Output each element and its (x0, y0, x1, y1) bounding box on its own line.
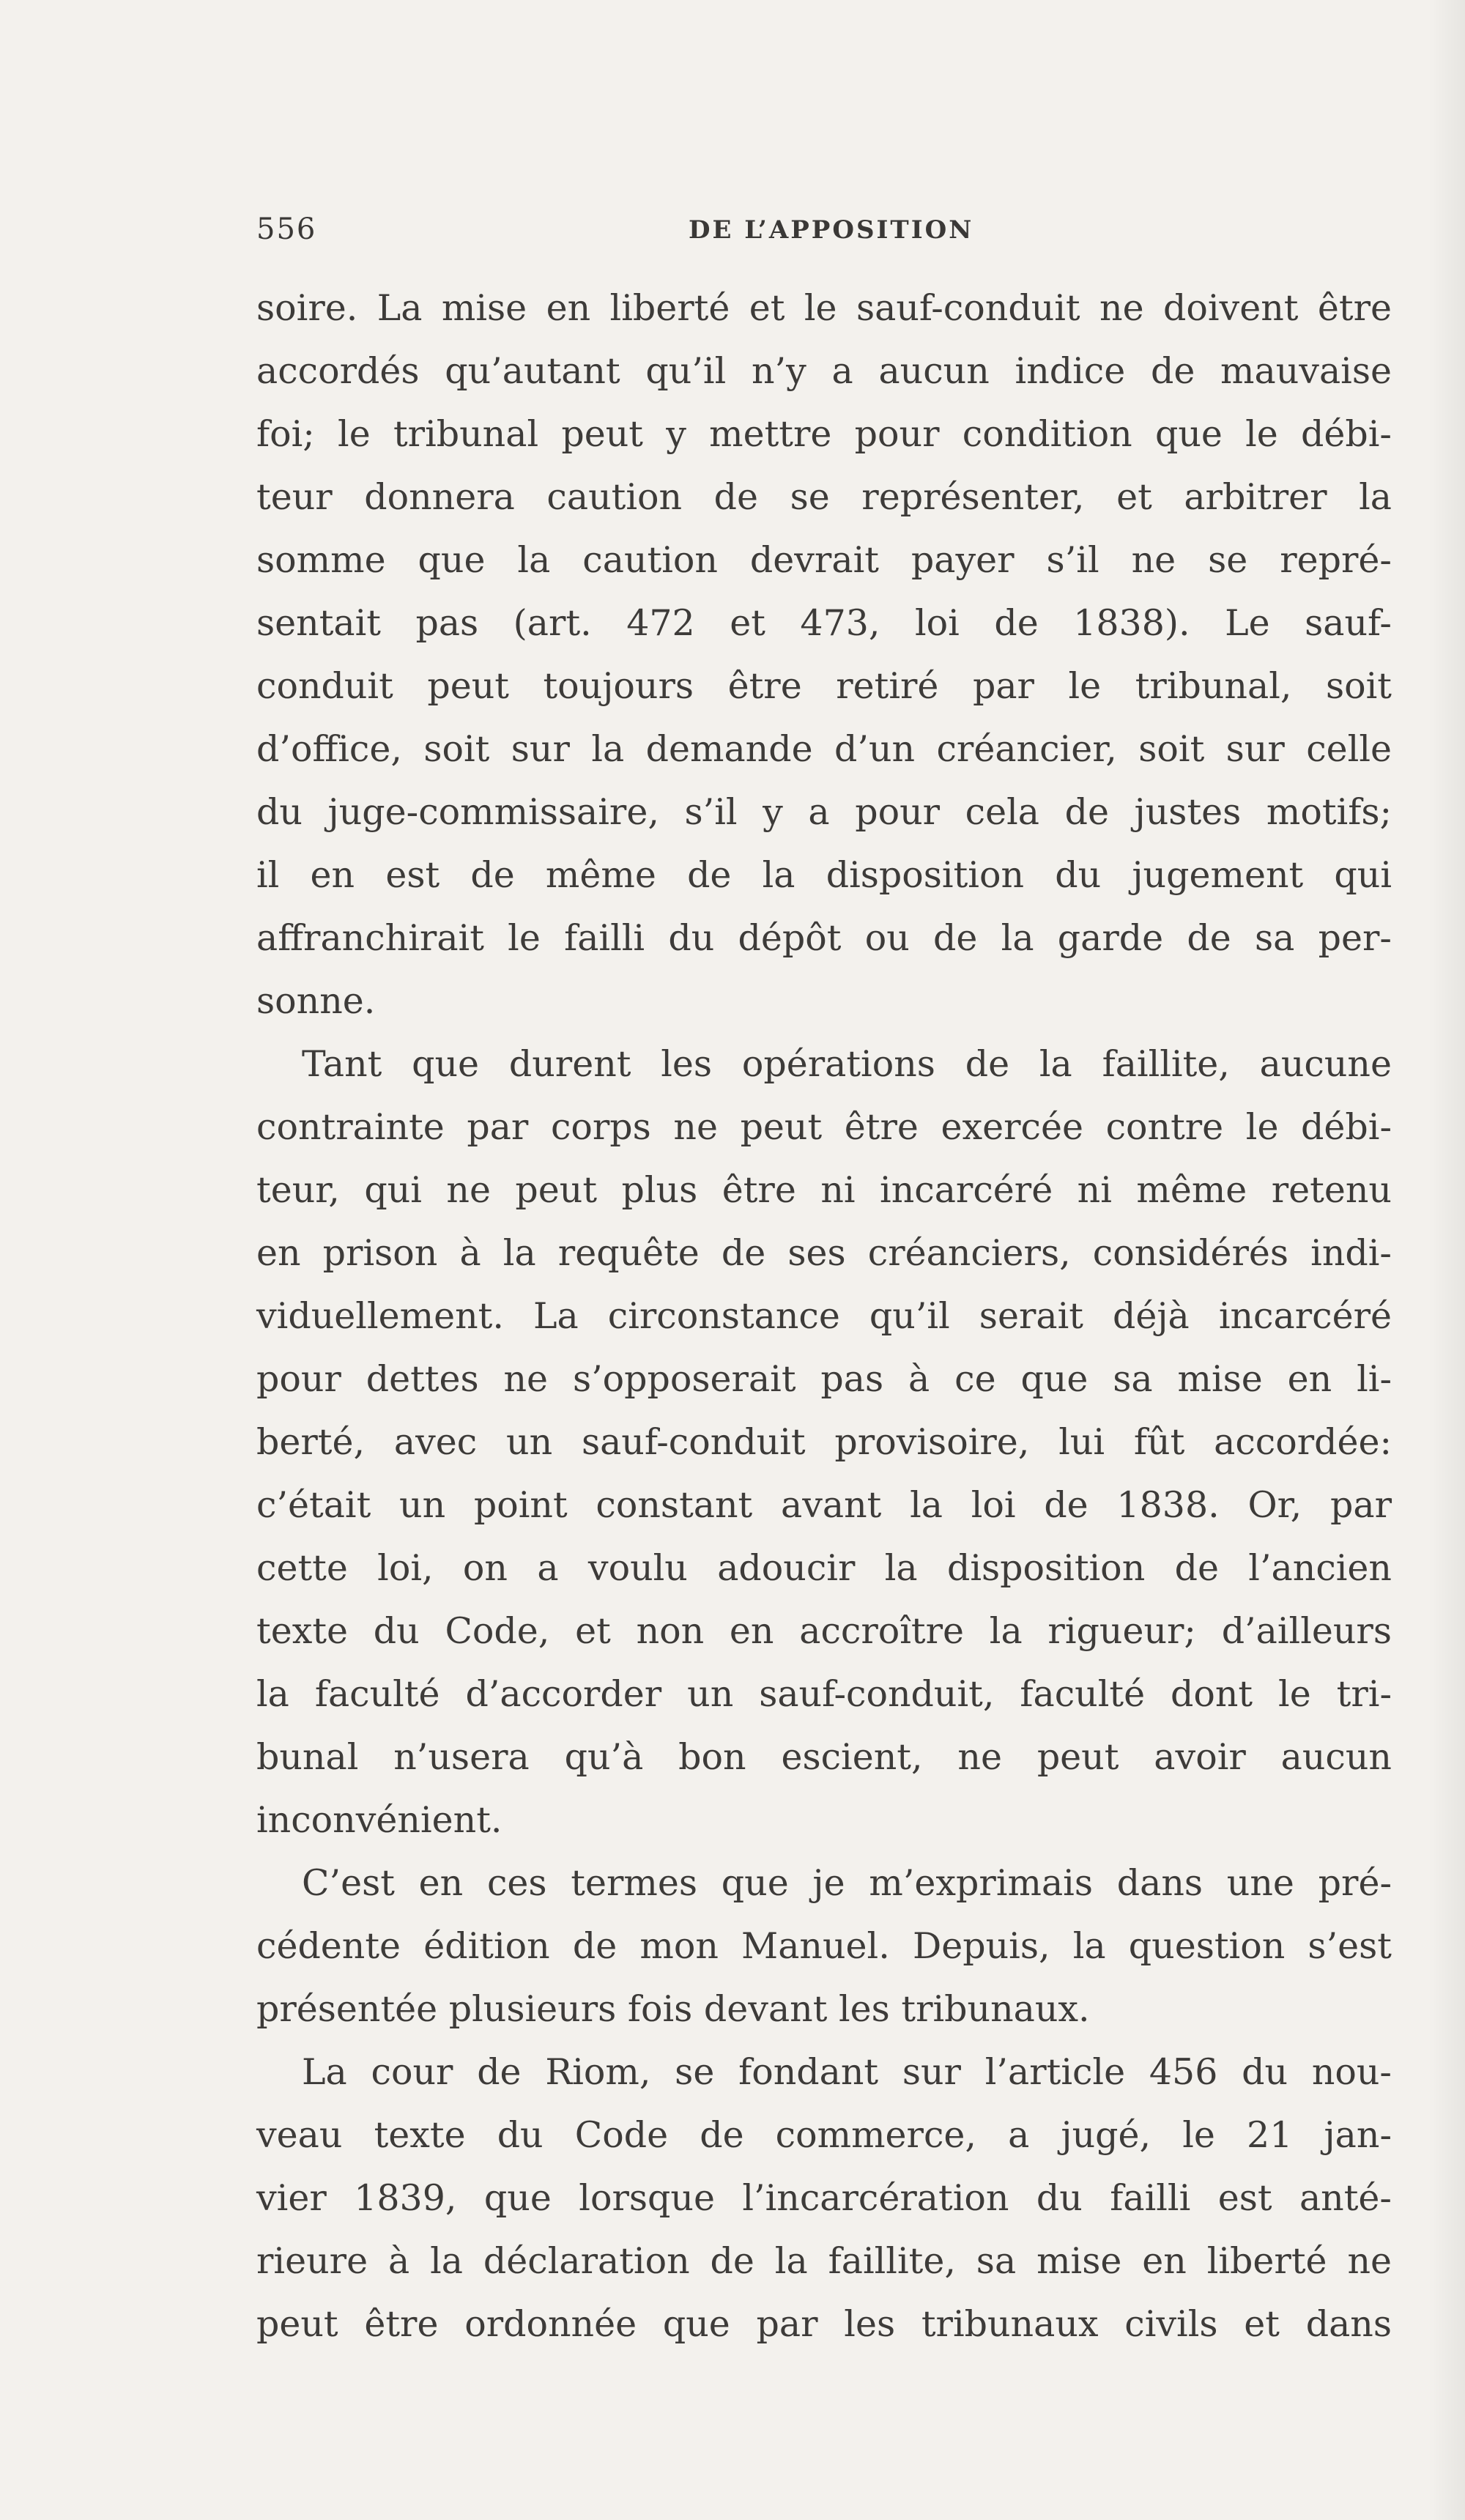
text-line: peut être ordonnée que par les tribunaux civils et dans (256, 2303, 1392, 2345)
text-line: inconvénient. (256, 1799, 502, 1841)
text-line: la faculté d’accorder un sauf-conduit, faculté dont le tri- (256, 1673, 1392, 1715)
text-line: présentée plusieurs fois devant les tribunaux. (256, 1988, 1090, 2030)
text-line: Tant que durent les opérations de la faillite, aucune (302, 1043, 1392, 1085)
text-line: contrainte par corps ne peut être exercée contre le débi- (256, 1106, 1392, 1148)
text-line: il en est de même de la disposition du jugement qui (256, 854, 1392, 896)
text-line: affranchirait le failli du dépôt ou de la garde de sa per- (256, 917, 1392, 959)
text-line: rieure à la déclaration de la faillite, sa mise en liberté ne (256, 2240, 1392, 2282)
page-number: 556 (256, 212, 317, 246)
text-line: conduit peut toujours être retiré par le tribunal, soit (256, 665, 1392, 707)
text-line: accordés qu’autant qu’il n’y a aucun indice de mauvaise (256, 350, 1392, 392)
text-line: viduellement. La circonstance qu’il serait déjà incarcéré (256, 1295, 1392, 1337)
running-head: DE L’APPOSITION (689, 215, 974, 245)
text-line: pour dettes ne s’opposerait pas à ce que sa mise en li- (256, 1358, 1392, 1400)
text-line: soire. La mise en liberté et le sauf-conduit ne doivent être (256, 287, 1392, 329)
text-line: teur, qui ne peut plus être ni incarcéré ni même retenu (256, 1169, 1392, 1211)
text-line: vier 1839, que lorsque l’incarcération du failli est anté- (256, 2177, 1392, 2219)
text-line: cédente édition de mon Manuel. Depuis, la question s’est (256, 1925, 1392, 1967)
text-line: somme que la caution devrait payer s’il ne se repré- (256, 539, 1392, 581)
text-line: c’était un point constant avant la loi de 1838. Or, par (256, 1484, 1392, 1526)
text-line: sonne. (256, 980, 376, 1022)
page-header (256, 207, 1399, 251)
text-line: du juge-commissaire, s’il y a pour cela de justes motifs; (256, 791, 1392, 833)
text-line: veau texte du Code de commerce, a jugé, le 21 jan- (256, 2114, 1392, 2156)
text-line: bunal n’usera qu’à bon escient, ne peut avoir aucun (256, 1736, 1392, 1778)
text-line: C’est en ces termes que je m’exprimais dans une pré- (302, 1862, 1392, 1904)
text-line: teur donnera caution de se représenter, et arbitrer la (256, 476, 1392, 518)
text-line: foi; le tribunal peut y mettre pour condition que le débi- (256, 413, 1392, 455)
text-line: en prison à la requête de ses créanciers, considérés indi- (256, 1232, 1392, 1274)
body-text (256, 277, 1392, 2356)
text-line: texte du Code, et non en accroître la rigueur; d’ailleurs (256, 1610, 1392, 1652)
text-line: berté, avec un sauf-conduit provisoire, lui fût accordée: (256, 1421, 1392, 1463)
text-line: La cour de Riom, se fondant sur l’article 456 du nou- (302, 2051, 1392, 2093)
text-line: sentait pas (art. 472 et 473, loi de 1838). Le sauf- (256, 602, 1392, 644)
text-line: d’office, soit sur la demande d’un créancier, soit sur celle (256, 728, 1392, 770)
text-line: cette loi, on a voulu adoucir la disposition de l’ancien (256, 1547, 1392, 1589)
page-edge-shadow (1428, 0, 1465, 2520)
